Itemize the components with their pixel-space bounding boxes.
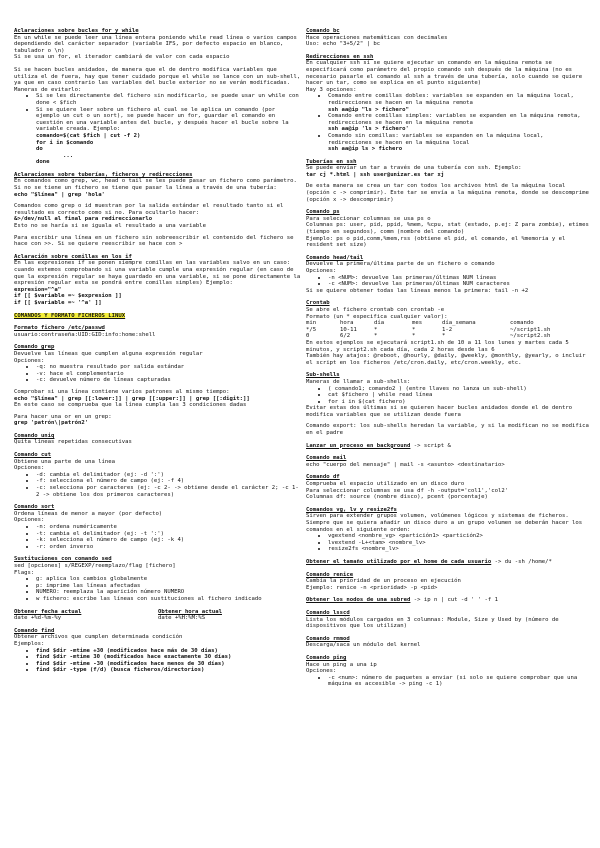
list-item-text: Comando entre comillas simples: variables se expanden en la máquina remota, redirecciones se hacen en la máquina remota <box>328 113 581 126</box>
list-item: • -d: cambia el delimitador (ej: -d ':') <box>36 472 302 479</box>
crontab-cell: * <box>412 326 416 333</box>
section-sed <box>14 556 302 602</box>
section-title: Comando mail <box>306 455 347 462</box>
inline-text: -> du -sh /home/* <box>491 558 552 565</box>
bullet-list <box>14 93 302 166</box>
section-title: Comando cut <box>14 452 52 459</box>
section-bucles <box>14 28 302 166</box>
section-title: Comando head/tail <box>306 254 364 261</box>
paragraph: Opciones: <box>306 668 337 675</box>
list-item: • -q: no muestra resultado por salida estándar <box>36 364 302 371</box>
section-lsmod <box>306 610 590 630</box>
code-line: ... <box>36 152 74 159</box>
crontab-header-cell: día <box>374 320 385 327</box>
section-banner <box>14 313 302 320</box>
crontab-cell: ~/script2.sh <box>510 333 551 340</box>
list-item-text: Comando entre comillas dobles: variables se expanden en la máquina local, redirecciones se hacen en la máquina remota <box>328 93 574 106</box>
section-title: Comando df <box>306 474 340 481</box>
crontab-header-cell: mes <box>412 320 423 327</box>
section-mail <box>306 455 590 468</box>
section-rmmod <box>306 636 590 649</box>
paragraph: Comprueba el espacio utilizado en un disco duro <box>306 481 465 488</box>
fecha-block <box>14 609 158 622</box>
crontab-cell: 0 <box>306 333 310 340</box>
paragraph: Para seleccionar columnas se usa df -h -output='col1','col2' <box>306 487 509 494</box>
crontab-cell: * <box>374 333 378 340</box>
paragraph: En cualquier ssh si se quiere ejecutar un comando en la máquina remota se especificará como parámetro del propio comando ssh después de la máquina (no es necesario pasarle el comando al ssh a través de una tubería, solo cuando se quiere hacer un tar, como se explica en el punto siguiente) <box>306 60 586 87</box>
list-item: • -t: cambia el delimitador (ej: -t ':') <box>36 531 302 538</box>
section-title: Obtener fecha actual <box>14 608 82 615</box>
paragraph: Uso: echo "3+5/2" | bc <box>306 41 381 48</box>
list-item: • find $dir -mtime 30 (modificados hace exactamente 30 días) <box>36 654 302 661</box>
list-item <box>36 107 302 166</box>
paragraph: Si se hacen bucles anidados, de manera que el de dentro modifica variables que utiliza el de fuera, hay que tener cuidado porque el while se lance con un sub-shell, ya que en caso contrario las variables del bucle exterior no se verán modificadas. Maneras de evitarlo: <box>14 66 304 93</box>
section-title: Comando lsscd <box>306 609 350 616</box>
crontab-header-cell: comando <box>510 320 534 327</box>
list-item-text: Si se quiere leer sobre un fichero al cual se le aplica un comando (por ejemplo un cut o un sort), se puede hacer un for, guardar el comando en cuestión en una variable antes del bucle, y después hacer el bucle sobre la variable creada. Ejemplo: <box>36 106 289 133</box>
crontab-header-cell: hora <box>340 320 354 327</box>
list-item <box>328 113 590 133</box>
section-title: Comando ping <box>306 654 347 661</box>
section-title: Comando sort <box>14 504 55 511</box>
paragraph: date +%d-%m-%y <box>14 615 62 622</box>
section-uniq <box>14 433 302 446</box>
section-ps <box>306 209 593 249</box>
section-title: Comando renice <box>306 571 354 578</box>
paragraph: Para seleccionar columnas se usa ps o <box>306 215 431 222</box>
section-title: Comando ps <box>306 209 340 216</box>
section-title: Aclaraciones sobre bucles for y while <box>14 28 139 34</box>
paragraph: Sirven para extender grupos volumen, volúmenes lógicos y sistemas de ficheros. Siempre que se quiera añadir un disco duro a un grupo volumen se deberán hacer los comandos en el siguiente orden: <box>306 513 586 533</box>
crontab-header-cell: día_semana <box>442 320 476 327</box>
list-item: • Si se les directamente del fichero sin modificarlo, se puede usar un while con done < $fich <box>36 93 302 106</box>
section-title: Tuberías en ssh <box>306 158 357 165</box>
list-item: • for i in $(cat fichero) <box>328 399 590 406</box>
section-title: Redirecciones en ssh <box>306 53 374 60</box>
paragraph: Comandos como grep o id muestran por la salida estándar el resultado tanto si el resultado es correcto como si no. Para ocultarlo hacer: <box>14 203 287 216</box>
paragraph: Devuelve la primera/última parte de un fichero o comando <box>306 261 495 268</box>
bullet-list <box>14 472 302 498</box>
paragraph: Ejemplo: ps o pid,comm,%mem,rss (obtiene el pid, el comando, el %memoria y el resident set size) <box>306 235 569 249</box>
section-renice <box>306 572 590 592</box>
paragraph: Columnas ps: user, pid, ppid, %mem, %cpu, stat (estado, p.ej: Z para zombie), etimes (tiempo en segundos), comm (nombre del comando) <box>306 222 593 236</box>
section-title: Comando find <box>14 627 55 634</box>
list-item: • cat $fichero | while read línea <box>328 392 590 399</box>
list-item: • -k: selecciona el número de campo (ej: -k 4) <box>36 537 302 544</box>
code-line: &>/dev/null al final para redireccionarlo <box>14 216 153 223</box>
section-tuberias <box>14 172 302 248</box>
crontab-cell: 6/2 <box>340 333 351 340</box>
section-title: Sustituciones con comando sed <box>14 556 112 563</box>
list-item-text: Comando sin comillas: variables se expanden en la máquina local, redirecciones se hacen en la máquina local <box>328 132 544 146</box>
left-column <box>14 28 302 680</box>
paragraph: En comandos como grep, wc, head o tail se les puede pasar un fichero como parámetro. Si no se tiene un fichero se tiene que pasar la línea a través de una tubería: <box>14 178 301 192</box>
crontab-header-cell: min <box>306 320 317 327</box>
section-title: Crontab <box>306 300 330 307</box>
paragraph: Obtiene una parte de una línea <box>14 458 116 465</box>
section-title: Obtener el tamaño utilizado por el home de cada usuario <box>306 558 492 565</box>
paragraph: De esta manera se crea un tar con todos los archivos html de la máquina local (opción c -> comprimir). Este tar se envía a la máquina remota, donde se descomprime (opción x -> descomprimir) <box>306 183 593 203</box>
list-item: • ( comando1; comando2 ) (entre llaves no lanza un sub-shell) <box>328 386 590 393</box>
crontab-cell: */5 <box>306 326 317 333</box>
section-head-tail <box>306 255 590 295</box>
list-item: • -c <NUM>: devuelve las primeras/últimas NUM caracteres <box>328 281 590 288</box>
code-line: echo "$línea" | grep 'hola' <box>14 191 105 198</box>
section-title: Comando grep <box>14 344 55 351</box>
list-item: • w fichero: escribe las líneas con sustituciones al fichero indicado <box>36 596 302 603</box>
code-line: if [[ $variable =~ '^a' ]] <box>14 299 102 306</box>
section-ssh-redirecciones <box>306 54 590 153</box>
section-title: Comando rmmod <box>306 635 350 642</box>
section-title: Aclaración sobre comillas en los if <box>14 253 132 260</box>
code-line: do <box>36 146 43 153</box>
code-line: ssh aa@ip 'ls > fichero' <box>328 126 409 133</box>
paragraph: Flags: <box>14 569 35 576</box>
section-grep <box>14 344 302 427</box>
code-line: ssh aa@ip ls > fichero <box>328 146 403 153</box>
paragraph: Para escribir una línea en un fichero sin sobreescribir el contenido del fichero se hace con >>. Si se quiere reescribir se hace con > <box>14 234 297 248</box>
list-item: • -n <NUM>: devuelve las primeras/últimas NUM líneas <box>328 275 590 282</box>
paragraph: Hace operaciones matemáticas con decimales <box>306 34 448 41</box>
paragraph: Opciones: <box>14 517 45 524</box>
list-item: • lvextend -L+<tam> <nombre_lv> <box>328 540 590 547</box>
bullet-list <box>306 675 590 688</box>
paragraph: Opciones: <box>14 465 45 472</box>
section-vg-lv <box>306 507 590 553</box>
paragraph: Cambia la prioridad de un proceso en ejecución <box>306 578 461 585</box>
paragraph: Formato (un * especifica cualquier valor): <box>306 313 448 320</box>
code-line: tar cj *.html | ssh user@unizar.es tar xj <box>306 171 445 178</box>
section-ping <box>306 655 590 688</box>
section-sort <box>14 504 302 550</box>
list-item: • find $dir -mtime +30 (modificados hace más de 30 días) <box>36 648 302 655</box>
section-fecha-hora <box>14 609 302 622</box>
bullet-list <box>14 524 302 550</box>
crontab-cell: 1-2 <box>442 326 453 333</box>
crontab-cell: * <box>412 333 416 340</box>
paragraph: Opciones: <box>306 268 337 274</box>
section-crontab <box>306 300 590 366</box>
inline-line <box>306 559 590 566</box>
paragraph: Comprobar si una línea contiene varios patrones al mismo tiempo: <box>14 388 230 395</box>
section-ssh-tuberias <box>306 158 593 204</box>
code-line: if [[ $variable =~ $expresion ]] <box>14 293 122 300</box>
crontab-cell: * <box>374 326 378 333</box>
section-title: Sub-shells <box>306 372 340 379</box>
section-subshells <box>306 372 593 437</box>
paragraph: En un while se puede leer una línea entera poniendo while read línea o varios campos dependiendo del carácter separador (variable IFS, por defecto espacio en blanco, tabulador o \n) <box>14 34 301 54</box>
section-du-home <box>306 559 590 566</box>
paragraph: sed [opciones] s/REGEXP/reemplazo/flag [fichero] <box>14 562 176 569</box>
paragraph: usuario:contraseña:UID:GID:info:home:shell <box>14 331 156 338</box>
paragraph: Si se usa un for, el iterador cambiará de valor con cada espacio <box>14 54 230 61</box>
paragraph: Lista los módulos cargados en 3 columnas: Module, Size y Used by (número de dispositivos que los utilizan) <box>306 616 562 630</box>
paragraph: Obtener archivos que cumplen determinada condición <box>14 634 183 641</box>
paragraph: echo "cuerpo del mensaje" | mail -s <asunto> <destinatario> <box>306 461 505 468</box>
paragraph: Ejemplos: <box>14 640 45 647</box>
code-line: for i in $comando <box>36 139 94 146</box>
section-background <box>306 443 590 450</box>
list-item: • find $dir -type (f/d) (busca ficheros/directorios) <box>36 667 302 674</box>
list-item <box>328 93 590 113</box>
list-item: • -c <num>: número de paquetes a enviar (si solo se quiere comprobar que una máquina es accesible -> ping -c 1) <box>328 675 590 688</box>
paragraph: En estos ejemplos se ejecutará script1.sh de 10 a 11 los lunes y martes cada 5 minutos, y script2.sh cada día, cada 2 horas desde las 6 <box>306 339 573 353</box>
section-bc <box>306 28 590 48</box>
bullet-list <box>14 648 302 674</box>
paragraph: En este caso se comprueba que la línea cumpla las 3 condiciones dadas <box>14 402 247 409</box>
list-item: • -c: devuelve número de líneas capturadas <box>36 377 302 384</box>
code-line: comando=$(cat $fich | cut -f 2) <box>36 132 141 139</box>
crontab-cell: * <box>442 333 446 340</box>
section-title: Formato fichero /etc/passwd <box>14 325 105 332</box>
list-item: • find $dir -mtime -30 (modificados hace menos de 30 días) <box>36 661 302 668</box>
crontab-cell: ~/script1.sh <box>510 326 551 333</box>
section-nodos-subred <box>306 597 590 604</box>
bullet-list <box>14 576 302 602</box>
banner-heading: COMANDOS Y FORMATO FICHEROS LINUX <box>14 312 126 319</box>
right-column <box>306 28 593 694</box>
bullet-list <box>306 533 590 553</box>
paragraph: Se abre el fichero crontab con crontab -e <box>306 306 445 313</box>
list-item: • NUMERO: reemplaza la aparición número NUMERO <box>36 589 302 596</box>
section-cut <box>14 452 302 498</box>
inline-line <box>306 597 590 604</box>
list-item: • -c: selecciona por caracteres (ej: -c 2- -> obtiene desde el carácter 2; -c 1-2 -> obtiene los dos primeros caracteres) <box>36 485 302 498</box>
paragraph: Para hacer una or en un grep: <box>14 413 112 420</box>
paragraph: Ejemplo: renice -n <prioridad> -p <pid> <box>306 584 438 591</box>
section-title: Comando bc <box>306 28 340 34</box>
paragraph: Opciones: <box>14 357 45 364</box>
inline-text: -> script & <box>410 442 451 449</box>
bullet-list <box>306 93 590 152</box>
paragraph: También hay atajos: @reboot, @hourly, @daily, @weekly, @monthly, @yearly, o incluir el script en los ficheros /etc/cron.daily, etc/cron.weekly, etc. <box>306 353 589 366</box>
hora-block <box>158 609 302 622</box>
section-find <box>14 628 302 674</box>
crontab-table <box>306 320 590 340</box>
inline-line <box>306 443 590 450</box>
paragraph: Hace un ping a una ip <box>306 661 377 668</box>
paragraph: Descarga/saca un módulo del kernel <box>306 642 421 649</box>
crontab-cell: 10-11 <box>340 326 357 333</box>
inline-text: -> ip n | cut -d ' ' -f 1 <box>410 597 498 604</box>
bullet-list <box>14 364 302 384</box>
section-title: Comandos vg, lv y resize2fs <box>306 506 397 513</box>
paragraph: Evitar estas dos últimas si se quieren hacer bucles anidados donde el de dentro modifica variables que se utilizan desde fuera <box>306 405 576 418</box>
section-title: Comando uniq <box>14 432 55 439</box>
paragraph: Hay 3 opciones: <box>306 86 357 93</box>
list-item: • p: imprime las líneas afectadas <box>36 583 302 590</box>
list-item: • resize2fs <nombre_lv> <box>328 546 590 553</box>
list-item <box>328 133 590 153</box>
list-item: • -v: hace el complementario <box>36 371 302 378</box>
paragraph: Devuelve las líneas que cumplen alguna expresión regular <box>14 350 203 357</box>
list-item: • -n: ordena numéricamente <box>36 524 302 531</box>
section-passwd <box>14 325 302 338</box>
code-line: ssh aa@ip "ls > fichero" <box>328 106 409 113</box>
paragraph: Esto no se haría si se iguala el resultado a una variable <box>14 223 206 230</box>
paragraph: Se puede enviar un tar a través de una tubería con ssh. Ejemplo: <box>306 165 522 172</box>
code-line: done <box>36 159 50 166</box>
code-line: echo "$línea" | grep [[:lower:]] | grep [[:upper:]] | grep [[:digit:]] <box>14 395 250 402</box>
paragraph: Si se quiere obtener todas las líneas menos la primera: tail -n +2 <box>306 287 529 294</box>
paragraph: Quita líneas repetidas consecutivas <box>14 439 132 446</box>
section-comillas-if <box>14 254 302 307</box>
code-line: expresion="^a" <box>14 286 62 293</box>
section-title: Lanzar un proceso en background <box>306 442 411 449</box>
list-item: • -r: orden inverso <box>36 544 302 551</box>
paragraph: En las expresiones if se ponen siempre comillas en las variables salvo en un caso: cuando estemos comprobando si una variable cumple una expresión regular (en caso de que la expresión regular se haya guardado en una variable, si se pone directamente la expresión regular esta se pondrá entre comillas simples) Ejemplo: <box>14 260 304 287</box>
paragraph: Ordena líneas de menor a mayor (por defecto) <box>14 510 163 517</box>
list-item: • g: aplica los cambios globalmente <box>36 576 302 583</box>
section-title: Obtener los nodos de una subred <box>306 597 411 604</box>
list-item: • vgextend <nombre_vg> <partición1> <partición2> <box>328 533 590 540</box>
paragraph: date +%H:%M:%S <box>158 615 206 622</box>
bullet-list <box>306 386 590 406</box>
code-line: grep 'patrón\|patrón2' <box>14 420 89 427</box>
section-df <box>306 474 590 500</box>
section-title: Aclaraciones sobre tuberías, ficheros y redirecciones <box>14 171 193 178</box>
paragraph: Comando export: los sub-shells heredan la variable, y si la modifican no se modifica en el padre <box>306 423 593 437</box>
paragraph: Maneras de llamar a sub-shells: <box>306 378 411 385</box>
list-item: • -f: selecciona el número de campo (ej: -f 4) <box>36 478 302 485</box>
paragraph: Columnas df: source (nombre disco), pcent (porcentaje) <box>306 494 488 501</box>
section-title: Obtener hora actual <box>158 608 222 615</box>
bullet-list <box>306 275 590 288</box>
